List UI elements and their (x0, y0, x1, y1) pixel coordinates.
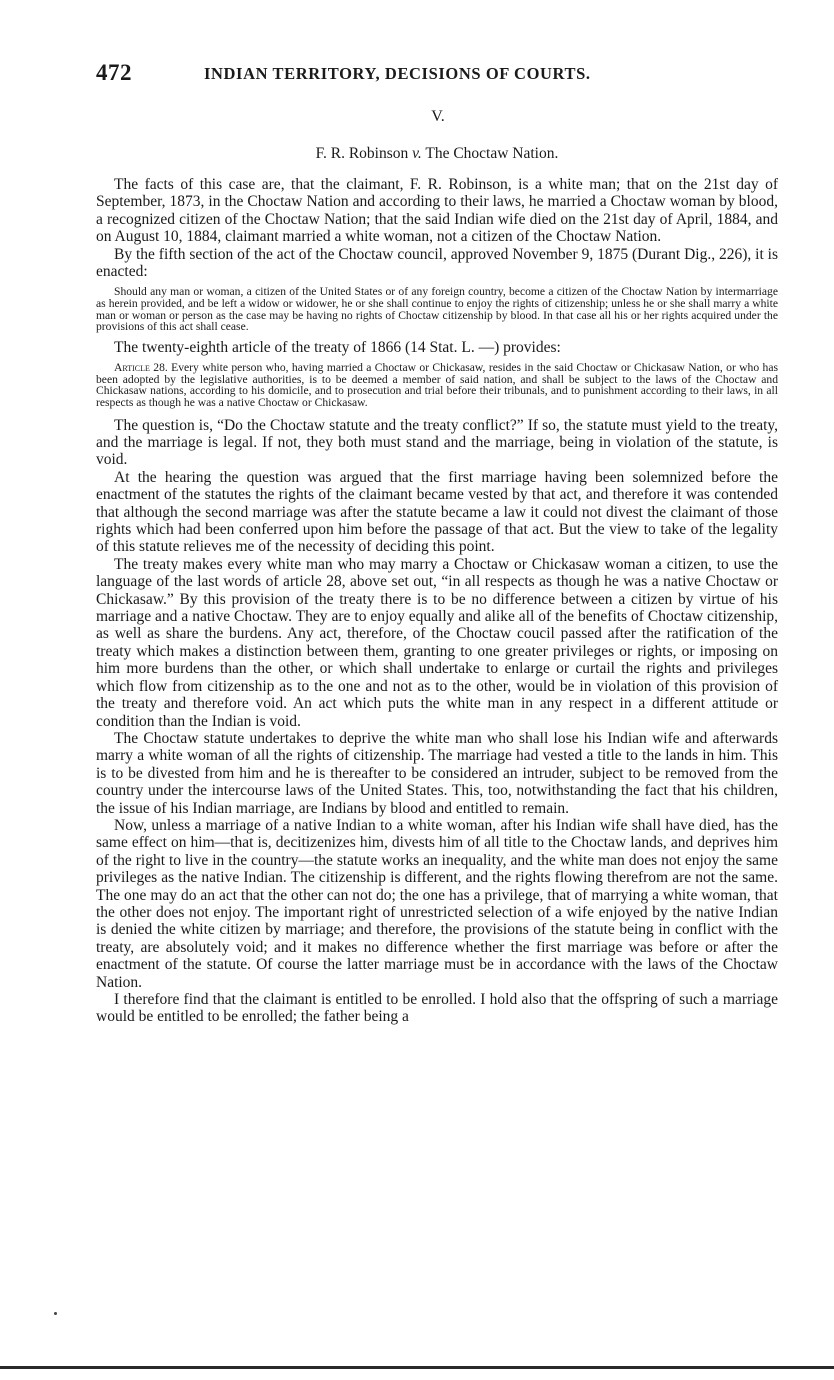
body-text (96, 176, 778, 1026)
paragraph-treaty-intro: The twenty-eighth article of the treaty of 1866 (14 Stat. L. —) provides: (114, 338, 561, 356)
paragraph-finding: I therefore find that the claimant is entitled to be enrolled. I hold also that the offspring of such a marriage would be entitled to be enrolled; the father being a (96, 991, 778, 1026)
quote-article-label: Article 28. (114, 361, 168, 375)
paragraph-statute-effect: The Choctaw statute undertakes to deprive the white man who shall lose his Indian wife and afterwards marry a white woman of all the rights of citizenship. The marriage had vested a title to the lands in him. This is to be divested from him and he is thereafter to be considered an intruder, subject to be removed from the country under the intercourse laws of the United States. This, too, notwithstanding the fact that his children, the issue of his Indian marriage, are Indians by blood and entitled to remain. (96, 729, 778, 817)
case-title (96, 145, 778, 163)
case-title-versus: v. (412, 145, 422, 162)
scan-speck (54, 1312, 57, 1315)
quote-treaty-article (96, 362, 778, 408)
quote-article-text: Every white person who, having married a Choctaw or Chickasaw, resides in the said Choctaw or Chickasaw Nation, or who has been adopted by the legislative authorities, is to be deemed a member of said nation, and shall be subject to the laws of the Choctaw and Chickasaw nations, according to his domicile, and to prosecution and trial before their tribunals, and to punishment according to their laws, in all respects as though he was a native Choctaw or Chickasaw. (96, 361, 778, 409)
case-title-plaintiff: F. R. Robinson (315, 145, 413, 162)
page-header (96, 60, 778, 90)
running-title: INDIAN TERRITORY, DECISIONS OF COURTS. (204, 64, 591, 83)
paragraph-inequality: Now, unless a marriage of a native Indian to a white woman, after his Indian wife shall have died, has the same effect on him—that is, decitizenizes him, divests him of all title to the Choctaw lands, and deprives him of the right to live in the country—the statute works an inequality, and the white man does not enjoy the same privileges as the native Indian. The citizenship is different, and the rights flowing therefrom are not the same. The one may do an act that the other can not do; the one has a privilege, that of marrying a white woman, that the other does not enjoy. The important right of unrestricted selection of a wife enjoyed by the native Indian is denied the white citizen by marriage; and therefore, the provisions of the statute being in conflict with the treaty, are absolutely void; and it makes no difference whether the first marriage was before or after the enactment of the statute. Of course the latter marriage must be in accordance with the laws of the Choctaw Nation. (96, 816, 778, 991)
paragraph-choctaw-act: By the fifth section of the act of the Choctaw council, approved November 9, 1875 (Durant Dig., 226), it is enacted: (96, 245, 778, 281)
paragraph-facts: The facts of this case are, that the claimant, F. R. Robinson, is a white man; that on the 21st day of September, 1873, in the Choctaw Nation and according to their laws, he married a Choctaw woman by blood, a recognized citizen of the Choctaw Nation; that the said Indian wife died on the 21st day of April, 1884, and on August 10, 1884, claimant married a white woman, not a citizen of the Choctaw Nation. (96, 176, 778, 246)
paragraph-hearing: At the hearing the question was argued that the first marriage having been solemnized before the enactment of the statutes the rights of the claimant became vested by that act, and therefore it was contended that although the second marriage was after the statute became a law it could not divest the claimant of those rights which had been conferred upon him before the passage of that act. But the view to take of the legality of this statute relieves me of the necessity of deciding this point. (96, 468, 778, 556)
case-title-defendant: The Choctaw Nation. (421, 145, 559, 162)
paragraph-question: The question is, “Do the Choctaw statute and the treaty conflict?” If so, the statute must yield to the treaty, and the marriage is legal. If not, they both must stand and the marriage, being in violation of the statute, is void. (96, 416, 778, 469)
page-number: 472 (96, 60, 132, 85)
page-bottom-border (0, 1366, 834, 1369)
paragraph-treaty-effect: The treaty makes every white man who may marry a Choctaw or Chickasaw woman a citizen, to use the language of the last words of article 28, above set out, “in all respects as though he was a native Choctaw or Chickasaw.” By this provision of the treaty there is to be no difference between a citizen by virtue of his marriage and a native Choctaw. They are to enjoy equally and alike all of the benefits of Choctaw citizenship, as well as share the burdens. Any act, therefore, of the Choctaw coucil passed after the ratification of the treaty which makes a distinction between them, granting to one greater privileges or rights, or imposing on him more burdens than the other, or which shall undertake to enlarge or curtail the rights and privileges which flow from citizenship as to the one and not as to the other, would be in violation of this provision of the treaty and therefore void. An act which puts the white man in any respect in a different attitude or condition than the Indian is void. (96, 555, 778, 730)
quote-choctaw-statute: Should any man or woman, a citizen of the United States or of any foreign country, become a citizen of the Choctaw Nation by intermarriage as herein provided, and be left a widow or widower, he or she shall continue to enjoy the rights of citizenship; unless he or she shall marry a white man or woman or person as the case may be having no rights of Choctaw citizenship by blood. In that case all his or her rights acquired under the provisions of this act shall cease. (96, 285, 778, 334)
section-number: V. (431, 108, 445, 125)
